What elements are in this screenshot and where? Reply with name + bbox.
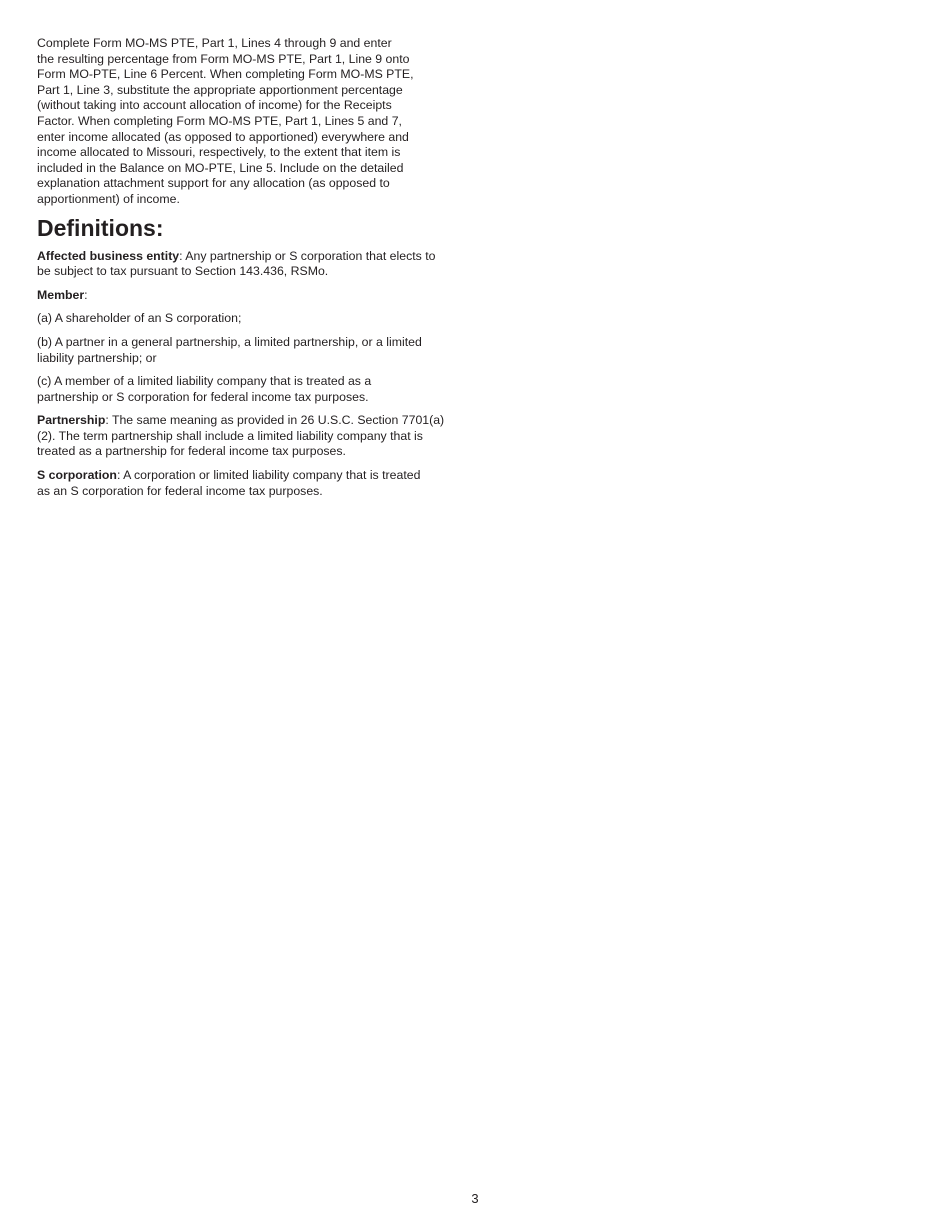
instructions-column [37,36,467,507]
definition-partnership [37,413,467,460]
member-item-c: (c) A member of a limited liability company that is treated as a partnership or S corporation for federal income tax purposes. [37,374,372,404]
definition-text: : [84,287,88,302]
definition-term: S corporation [37,468,117,483]
definition-text: : Any partnership or S corporation that elects to be subject to tax pursuant to Section 143.436, RSMo. [37,248,436,279]
definition-term: Affected business entity [37,248,180,263]
definition-term: Partnership [37,413,106,428]
definition-term: Member [37,287,85,302]
definition-text: : The same meaning as provided in 26 U.S.C. Section 7701(a) (2). The term partnership shall include a limited liability company that is treated as a partnership for federal income tax purposes. [37,413,445,459]
member-item-b: (b) A partner in a general partnership, a limited partnership, or a limited liability partnership; or [37,334,422,365]
page-number: 3 [471,1191,479,1206]
definition-member [37,288,467,304]
definition-affected-business-entity [37,249,467,280]
definition-s-corporation [37,468,467,499]
definition-text: : A corporation or limited liability company that is treated as an S corporation for federal income tax purposes. [37,468,421,498]
definitions-heading: Definitions: [37,214,164,241]
member-item-a: (a) A shareholder of an S corporation; [37,311,242,326]
intro-paragraph: Complete Form MO-MS PTE, Part 1, Lines 4 through 9 and enter the resulting percentage from Form MO-MS PTE, Part 1, Line 9 onto Form MO-PTE, Line 6 Percent. When completing Form MO-MS PTE, Part 1, Line 3, substitute the appropriate apportionment percentage (without taking into account allocation of income) for the Receipts Factor. When completing Form MO-MS PTE, Part 1, Lines 5 and 7, enter income allocated (as opposed to apportioned) everywhere and income allocated to Missouri, respectively, to the extent that item is included in the Balance on MO-PTE, Line 5. Include on the detailed explanation attachment support for any allocation (as opposed to apportionment) of income. [37,36,414,206]
